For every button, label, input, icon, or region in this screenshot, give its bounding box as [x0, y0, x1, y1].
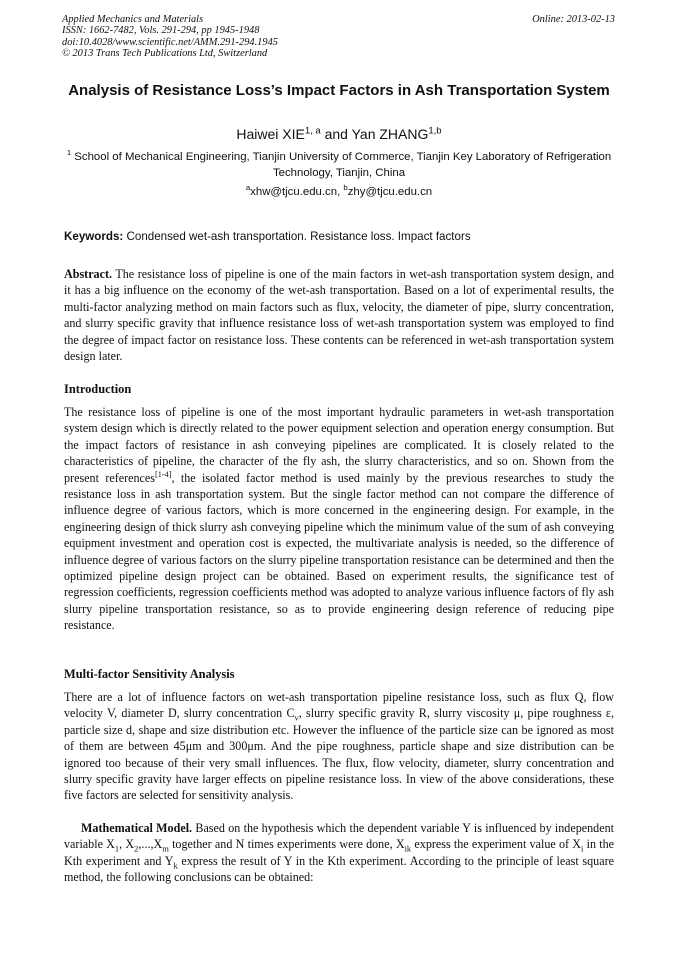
keywords [64, 230, 614, 243]
math-t1: Based on the hypothesis which the dependent variable Y is influenced by independent variable X [64, 821, 615, 852]
email-a-mark: a [245, 183, 251, 193]
author-1: Haiwei XIE [236, 126, 305, 142]
abstract-text: The resistance loss of pipeline is one of the main factors in wet-ash transportation system design, and it has a big influence on the economy of the wet-ash transportation. Based on a lot of experimental results, the multi-factor analyzing method on main factors such as flux, velocity, the diameter of pipe, slurry concentration, and slurry specific gravity that influence resistance loss of wet-ash transportation system was employed to find the degree of impact factor on resistance loss. These contents can be referenced in wet-ash transportation system design later. [64, 267, 614, 364]
author-emails [64, 183, 614, 198]
math-t5: express the experiment value of X [411, 837, 581, 852]
multifactor-heading: Multi-factor Sensitivity Analysis [64, 667, 235, 681]
author-2-affil: 1,b [428, 125, 442, 137]
journal-doi: doi:10.4028/www.scientific.net/AMM.291-294.1945 [62, 36, 278, 48]
email-b: zhy@tjcu.edu.cn [347, 186, 433, 198]
abstract [64, 266, 614, 364]
author-and: and [320, 126, 352, 142]
journal-header [62, 14, 278, 60]
introduction-paragraph [64, 404, 614, 634]
multifactor-paragraph [64, 689, 614, 804]
journal-issn: ISSN: 1662-7482, Vols. 291-294, pp 1945-1948 [62, 25, 260, 37]
math-s2: 2 [134, 843, 139, 854]
journal-copyright: © 2013 Trans Tech Publications Ltd, Switzerland [62, 48, 268, 60]
email-b-mark: b [343, 183, 348, 193]
math-s5: i [581, 843, 584, 854]
multi-text-1: There are a lot of influence factors on wet-ash transportation pipeline resistance loss, such as flux Q, flow velocity V, diameter D, slurry concentration C [64, 690, 614, 721]
math-s4: ik [404, 843, 412, 854]
author-line [64, 126, 614, 142]
keywords-label: Keywords: [64, 230, 124, 243]
math-model-label: Mathematical Model. [81, 821, 193, 835]
multi-text-2: , slurry specific gravity R, slurry viscosity μ, pipe roughness ε, particle size d, shape and size distribution etc. However the influence of the particle size can be ignored as most of them are between 45μm and 300μm. And the pipe roughness, particle shape and size distribution can be ignored too because of their very small influences. The flux, flow velocity, diameter, slurry concentration and slurry specific gravity have larger effects on pipeline resistance loss. In view of the above considerations, these five factors are selected for sensitivity analysis. [64, 706, 614, 803]
intro-text-1: The resistance loss of pipeline is one of the most important hydraulic parameters in wet-ash transportation system design which is directly related to the power equipment selection and operation energy consumption. But the impact factors of resistance in ash conveying pipelines are complicated. It is closely related to the characteristics of pipeline, the character of the fly ash, the slurry characteristics, and so on. Shown from the present references [64, 405, 614, 485]
author-1-affil: 1, a [304, 125, 321, 137]
math-s3: m [162, 843, 169, 854]
intro-citation: [1-4] [155, 469, 172, 479]
math-s1: 1 [114, 843, 120, 854]
author-2: Yan ZHANG [351, 126, 429, 142]
paper-title: Analysis of Resistance Loss’s Impact Factors in Ash Transportation System [68, 82, 610, 99]
affiliation-text: School of Mechanical Engineering, Tianjin University of Commerce, Tianjin Key Laboratory of Refrigeration Technology, Tianjin, China [71, 151, 612, 179]
affiliation-number: 1 [66, 148, 72, 158]
math-t7: express the result of Y in the Kth experiment. According to the principle of least square method, the following conclusions can be obtained: [64, 853, 614, 885]
math-t2: , X [119, 837, 135, 852]
multi-cv-subscript: v [294, 712, 299, 723]
math-s6: k [173, 860, 178, 871]
affiliation [64, 150, 614, 181]
online-date: Online: 2013-02-13 [532, 14, 615, 25]
keywords-text: Condensed wet-ash transportation. Resistance loss. Impact factors [123, 230, 471, 243]
math-t3: ,...,X [138, 837, 163, 852]
math-t6: in the Kth experiment and Y [64, 837, 615, 868]
math-t4: together and N times experiments were done, X [168, 837, 405, 852]
abstract-label: Abstract. [64, 267, 113, 281]
email-a: xhw@tjcu.edu.cn, [250, 186, 344, 198]
intro-text-2: , the isolated factor method is used mainly by the previous researches to study the resistance loss in ash transportation system. But the single factor method can not compare the difference of influence degree of various factors, which is more concerned in the engineering design. For example, in the engineering design of thick slurry ash conveying pipeline which the minimum value of the sum of ash conveying equipment investment and operation cost is expected, the multivariate analysis is needed, so the difference of influence degree of various factors on the slurry pipeline transportation resistance can be determined and then the optimized pipeline design project can be obtained. Based on experiment results, the significance test of regression coefficients, regression coefficients method was adopted to analyze various influence factors of fly ash slurry pipeline transportation resistance, so as to provide engineering design reference of reducing pipe resistance. [64, 470, 614, 633]
journal-name: Applied Mechanics and Materials [62, 14, 204, 25]
math-model-paragraph [64, 820, 614, 886]
introduction-heading: Introduction [64, 382, 132, 396]
